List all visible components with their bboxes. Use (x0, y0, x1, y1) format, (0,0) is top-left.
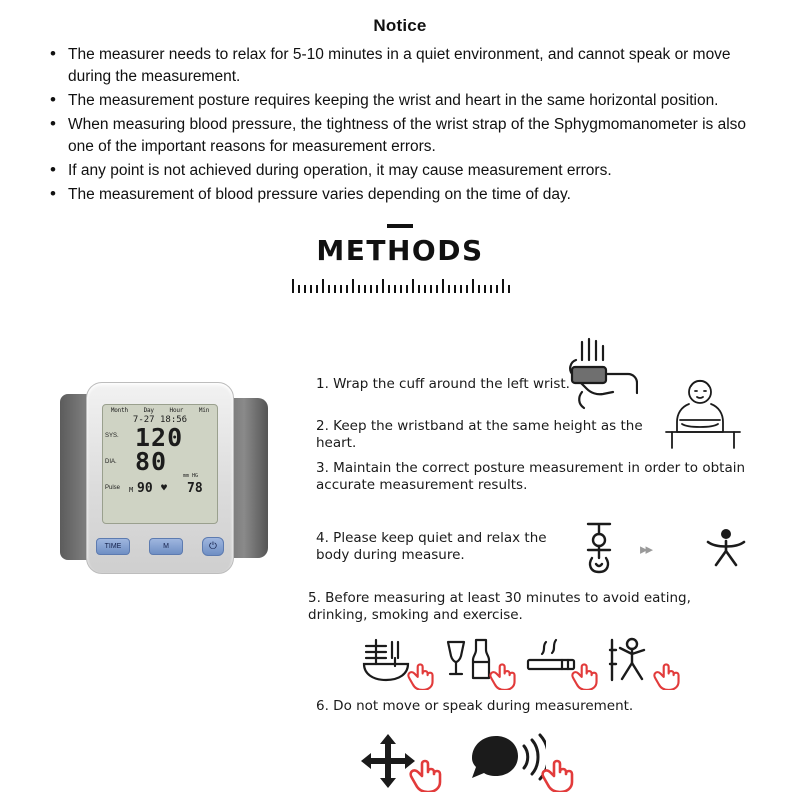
stop-hand-icon (568, 662, 602, 690)
ruler-tick (412, 279, 414, 293)
bullet-icon: • (50, 160, 56, 179)
notice-item (46, 160, 758, 182)
ruler-tick (436, 285, 438, 293)
ruler-tick (346, 285, 348, 293)
screen-header-month: Month (110, 407, 128, 414)
ruler-tick (322, 279, 324, 293)
notice-item (46, 184, 758, 206)
mode-label: M (129, 486, 134, 494)
ruler-tick (424, 285, 426, 293)
sys-label: SYS. (105, 433, 119, 439)
ruler-tick (448, 285, 450, 293)
pulse-label: Pulse (105, 485, 121, 491)
ruler-tick (418, 285, 420, 293)
ruler-tick (472, 279, 474, 293)
quiet-person-icon (570, 518, 628, 585)
notice-item-text: The measurer needs to relax for 5-10 minutes in a quiet environment, and cannot speak or move during the measurement. (68, 46, 731, 85)
ruler-tick (310, 285, 312, 293)
ruler-tick (304, 285, 306, 293)
notice-item (46, 90, 758, 112)
stop-hand-icon (538, 758, 578, 792)
bullet-icon: • (50, 44, 56, 63)
ruler-tick (484, 285, 486, 293)
stop-hand-icon (404, 662, 438, 690)
ruler-tick (478, 285, 480, 293)
ruler-tick (442, 279, 444, 293)
ruler-tick (370, 285, 372, 293)
ruler-tick (454, 285, 456, 293)
prohibition-icon-row (360, 636, 700, 692)
screen-pulse-row (103, 473, 217, 503)
screen-header-min: Min (198, 407, 210, 414)
screen-header-hour: Hour (169, 407, 184, 414)
stop-hand-icon (486, 662, 520, 690)
notice-item-text: The measurement of blood pressure varies depending on the time of day. (68, 186, 571, 203)
no-exercise-icon (606, 636, 684, 690)
notice-item (46, 114, 758, 158)
stop-hand-icon (406, 758, 446, 792)
methods-header (0, 224, 800, 293)
no-move-speak-row (360, 732, 580, 792)
ruler-tick (364, 285, 366, 293)
ruler-tick (334, 285, 336, 293)
ruler-tick (496, 285, 498, 293)
screen-datetime: 7-27 18:56 (132, 415, 188, 425)
sys-value: 120 (135, 423, 184, 452)
step-4: 4. Please keep quiet and relax the body during measure. (316, 530, 547, 563)
ruler-tick (508, 285, 510, 293)
ruler-tick (502, 279, 504, 293)
notice-item (46, 44, 758, 88)
ruler-tick (316, 285, 318, 293)
dash-divider (387, 224, 413, 228)
device-illustration (44, 376, 274, 586)
ruler-tick (358, 285, 360, 293)
notice-item-text: When measuring blood pressure, the tightness of the wrist strap of the Sphygmomanometer is also one of the important reasons for measurement errors. (68, 116, 747, 155)
ruler-tick (430, 285, 432, 293)
step-1: 1. Wrap the cuff around the left wrist. (316, 376, 570, 392)
notice-item-text: If any point is not achieved during operation, it may cause measurement errors. (68, 162, 612, 179)
ruler-tick (340, 285, 342, 293)
ruler-decoration (292, 275, 508, 293)
bullet-icon: • (50, 184, 56, 203)
device-button-row (96, 534, 224, 558)
ruler-tick (376, 285, 378, 293)
step-5: 5. Before measuring at least 30 minutes to avoid eating, drinking, smoking and exercise. (308, 590, 691, 623)
mmhg-unit: mm HG (183, 473, 199, 479)
no-drinking-icon (442, 636, 520, 690)
no-speaking-icon (468, 732, 578, 792)
screen-header-day: Day (143, 407, 154, 414)
stop-hand-icon (650, 662, 684, 690)
ruler-tick (292, 279, 294, 293)
bullet-icon: • (50, 114, 56, 133)
step-6: 6. Do not move or speak during measurement. (316, 698, 634, 714)
page-root (0, 16, 800, 800)
pulse-value: 90 (137, 481, 153, 496)
heart-icon: ♥ (161, 483, 168, 494)
ruler-tick (382, 279, 384, 293)
time-button[interactable]: TIME (96, 538, 130, 555)
ruler-tick (388, 285, 390, 293)
ruler-tick (394, 285, 396, 293)
ruler-tick (490, 285, 492, 293)
step-2: 2. Keep the wristband at the same height as the heart. (316, 418, 643, 451)
ruler-tick (352, 279, 354, 293)
seated-person-icon (660, 374, 746, 457)
dia-label: DIA. (105, 459, 117, 465)
ruler-tick (400, 285, 402, 293)
no-eating-icon (360, 636, 438, 690)
screen-dia-row (103, 447, 217, 477)
no-smoking-icon (524, 636, 602, 690)
ruler-tick (328, 285, 330, 293)
notice-item-text: The measurement posture requires keeping the wrist and heart in the same horizontal position. (68, 92, 719, 109)
no-moving-icon (360, 732, 446, 792)
arrow-progress-icon: ▸▸ (640, 541, 652, 558)
device-screen (102, 404, 218, 524)
notice-title: Notice (373, 16, 427, 35)
dia-value: 80 (135, 447, 168, 476)
methods-title: METHODS (316, 234, 484, 267)
relaxed-person-icon (700, 524, 752, 579)
notice-list (0, 44, 800, 206)
ruler-tick (406, 285, 408, 293)
reading-value: 78 (187, 481, 203, 496)
bullet-icon: • (50, 90, 56, 109)
step-3: 3. Maintain the correct posture measurement in order to obtain accurate measurement results. (316, 460, 746, 493)
hand-wearing-cuff-icon (552, 334, 638, 415)
ruler-tick (466, 285, 468, 293)
ruler-tick (460, 285, 462, 293)
power-button[interactable]: ⏻ (202, 537, 224, 556)
memory-button[interactable]: M (149, 538, 183, 555)
screen-header-row (103, 405, 217, 414)
ruler-tick (298, 285, 300, 293)
